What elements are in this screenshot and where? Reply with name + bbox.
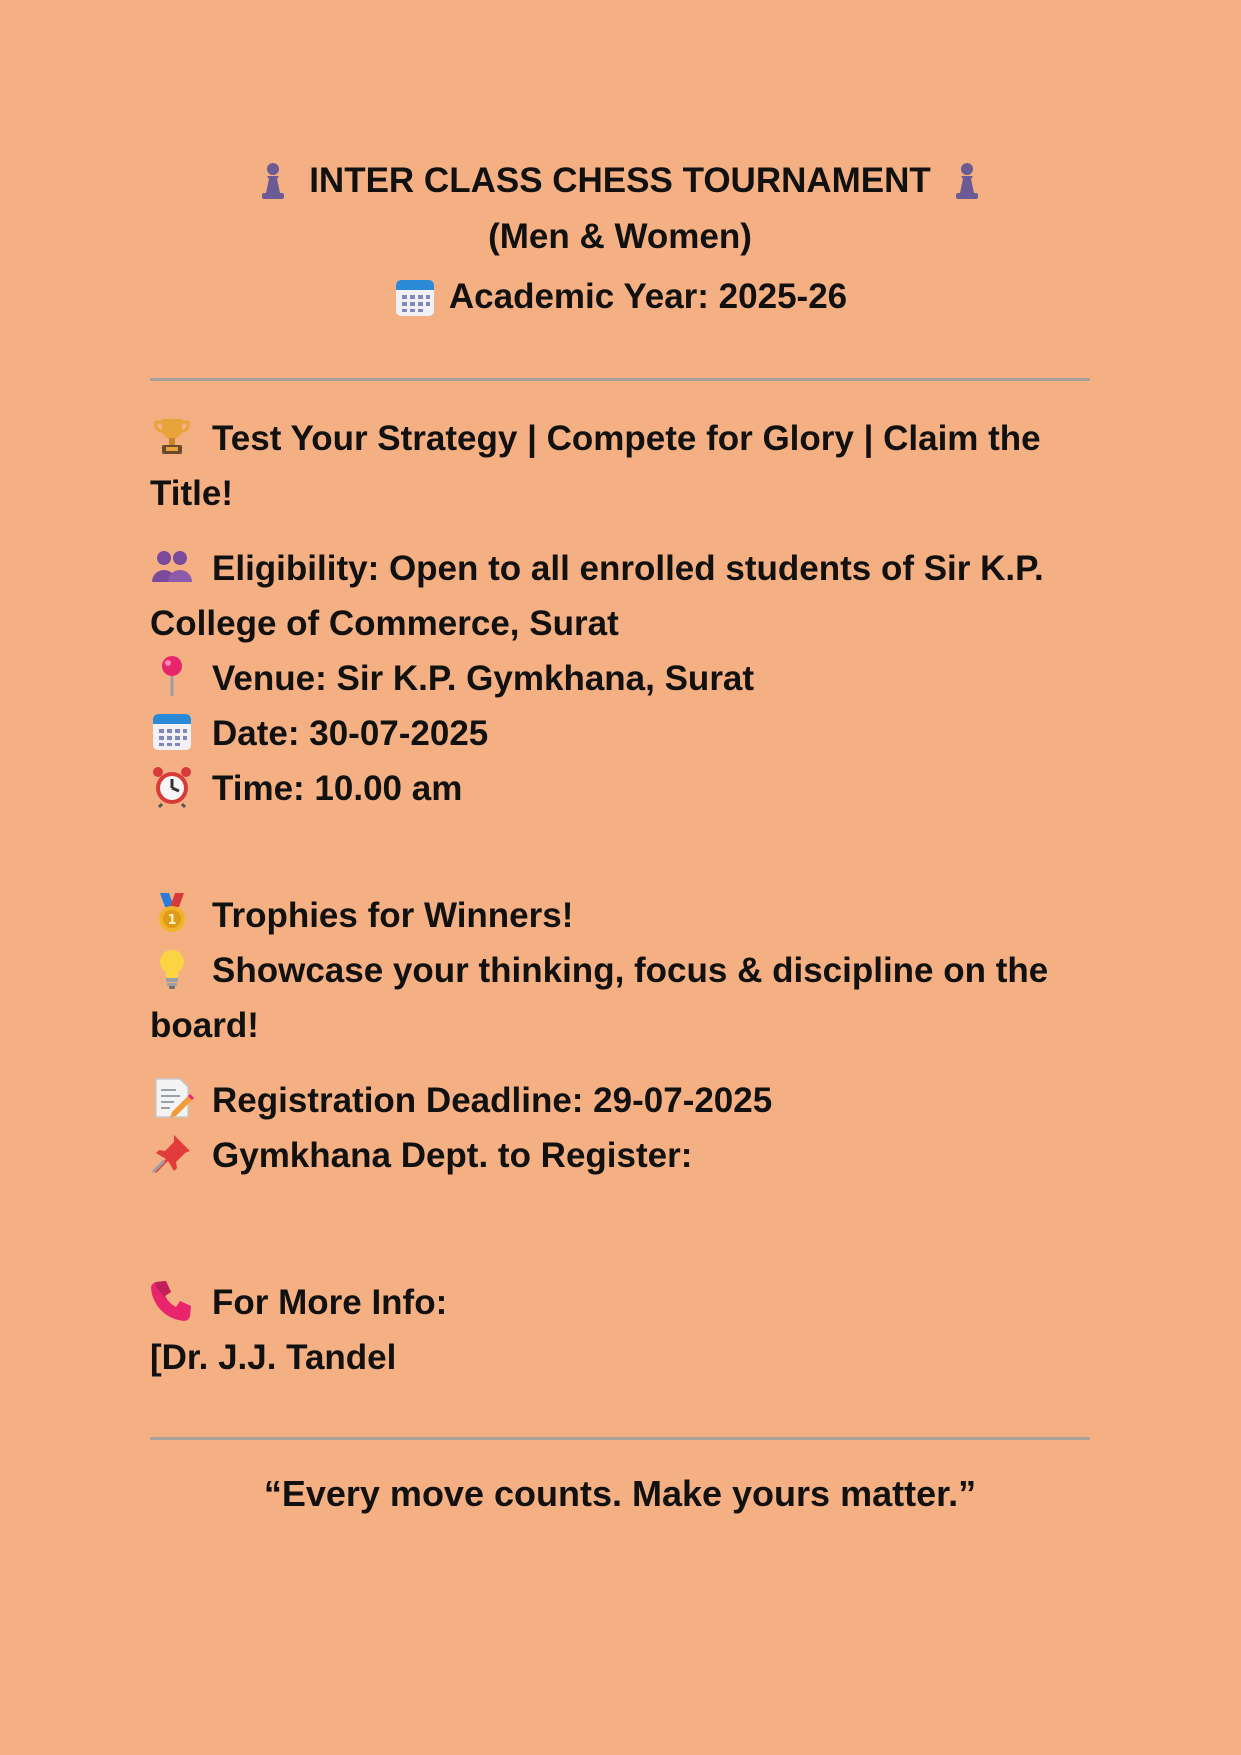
eligibility [150, 541, 1090, 651]
calendar-icon [150, 709, 194, 753]
title-row [150, 155, 1090, 207]
tagline [150, 411, 1090, 521]
chess-pawn-icon [251, 159, 295, 203]
alarm-clock-icon [150, 764, 194, 808]
more-info [150, 1275, 1090, 1330]
date [150, 706, 1090, 761]
pushpin-icon [150, 1131, 194, 1175]
venue [150, 651, 1090, 706]
telephone-icon [150, 1278, 194, 1322]
chess-pawn-icon [945, 159, 989, 203]
trophy-icon [150, 414, 194, 458]
showcase-text: Showcase your thinking, focus & discipline on the board! [150, 951, 1049, 1045]
register-info [150, 1128, 1090, 1183]
round-pushpin-icon [150, 654, 194, 698]
eligibility-text: Eligibility: Open to all enrolled students of Sir K.P. College of Commerce, Surat [150, 549, 1044, 643]
showcase [150, 943, 1090, 1053]
subtitle: (Men & Women) [488, 217, 752, 256]
svg-text:1: 1 [167, 913, 177, 928]
register-text: Gymkhana Dept. to Register: [212, 1136, 693, 1175]
calendar-icon [393, 275, 437, 319]
venue-text: Venue: Sir K.P. Gymkhana, Surat [212, 659, 755, 698]
page-title: INTER CLASS CHESS TOURNAMENT [309, 161, 931, 200]
contact-name: [Dr. J.J. Tandel [150, 1338, 397, 1377]
divider-bottom [150, 1437, 1090, 1440]
flyer [150, 155, 1090, 1522]
trophies [150, 888, 1090, 943]
more-info-text: For More Info: [212, 1283, 448, 1322]
memo-icon [150, 1076, 194, 1120]
time-text: Time: 10.00 am [212, 769, 463, 808]
trophies-text: Trophies for Winners! [212, 896, 574, 935]
deadline-text: Registration Deadline: 29-07-2025 [212, 1081, 773, 1120]
date-text: Date: 30-07-2025 [212, 714, 489, 753]
registration-deadline [150, 1073, 1090, 1128]
academic-year: Academic Year: 2025-26 [448, 277, 848, 316]
tagline-text: Test Your Strategy | Compete for Glory | Claim the Title! [150, 419, 1041, 513]
light-bulb-icon [150, 946, 194, 990]
people-icon [150, 544, 194, 588]
academic-year-row [150, 271, 1090, 323]
time [150, 761, 1090, 816]
spacer [150, 1183, 1090, 1275]
medal-icon [150, 891, 194, 935]
spacer [150, 816, 1090, 888]
header [150, 155, 1090, 323]
divider-top [150, 378, 1090, 381]
quote: “Every move counts. Make yours matter.” [263, 1473, 977, 1514]
